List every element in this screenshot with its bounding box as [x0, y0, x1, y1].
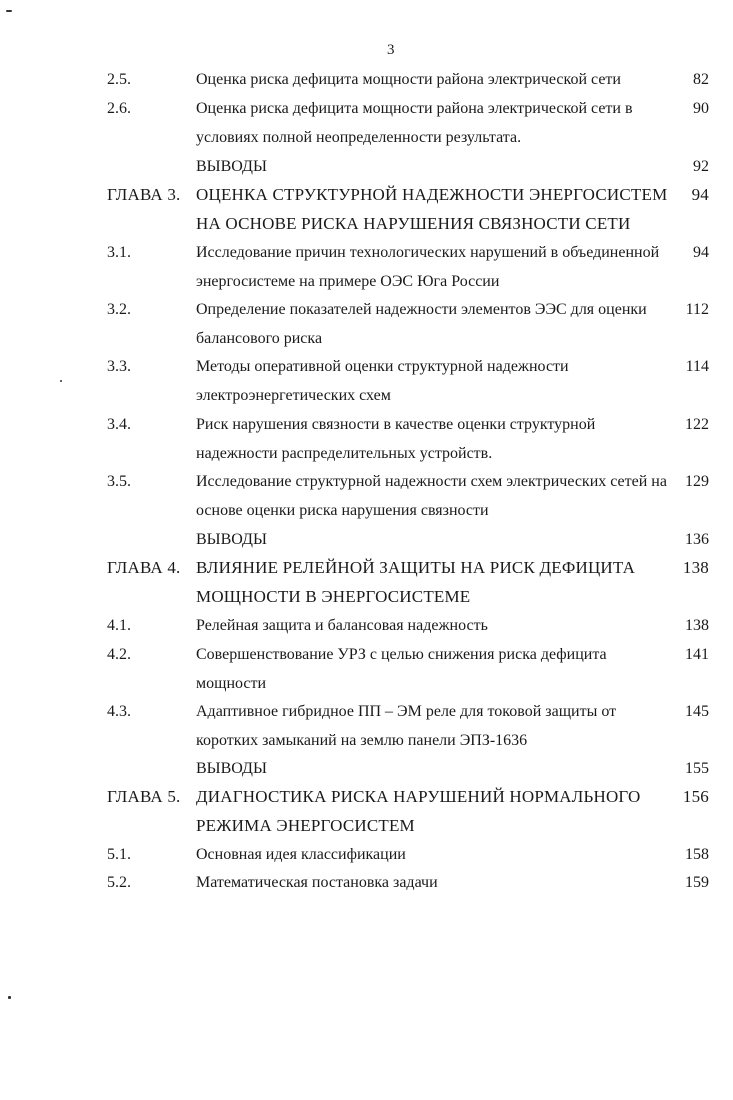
toc-entry-number: 3.4. [107, 416, 131, 433]
toc-chapter-entry [0, 782, 733, 838]
toc-entry-page: 82 [693, 71, 709, 88]
toc-entry-title: ВЫВОДЫ [196, 531, 267, 548]
scan-speck [8, 996, 11, 999]
scan-speck [60, 380, 62, 382]
toc-entry-page: 155 [685, 760, 709, 777]
toc-entry-number: ГЛАВА 5. [107, 787, 181, 806]
toc-entry [0, 352, 733, 408]
toc-entry-page: 141 [685, 646, 709, 663]
toc-entry-number: 3.5. [107, 473, 131, 490]
toc-entry-title: Методы оперативной оценки структурной надежности электроэнергетических схем [196, 358, 569, 404]
toc-entry [0, 697, 733, 753]
toc-entry [0, 467, 733, 523]
toc-entry-number: 4.2. [107, 646, 131, 663]
scan-speck [6, 10, 12, 12]
toc-entry-title: Определение показателей надежности элементов ЭЭС для оценки балансового риска [196, 301, 647, 347]
toc-entry-title: Релейная защита и балансовая надежность [196, 617, 488, 634]
toc-entry-title: Оценка риска дефицита мощности района электрической сети [196, 71, 621, 88]
toc-entry-title: ВЫВОДЫ [196, 158, 267, 175]
toc-entry-number: 5.1. [107, 846, 131, 863]
toc-entry-page: 145 [685, 703, 709, 720]
toc-chapter-entry [0, 553, 733, 609]
toc-entry-page: 159 [685, 874, 709, 891]
toc-entry [0, 295, 733, 351]
toc-entry-title: Оценка риска дефицита мощности района электрической сети в условиях полной неопределенности результата. [196, 100, 633, 146]
toc-entry-page: 138 [682, 558, 709, 577]
toc-entry-number: 2.6. [107, 100, 131, 117]
toc-entry [0, 410, 733, 466]
toc-entry-page: 136 [685, 531, 709, 548]
toc-entry [0, 640, 733, 696]
toc-entry-number: 4.3. [107, 703, 131, 720]
toc-entry-title: Адаптивное гибридное ПП – ЭМ реле для токовой защиты от коротких замыканий на землю панели ЭПЗ-1636 [196, 703, 617, 749]
toc-entry [0, 94, 733, 150]
toc-entry-page: 129 [685, 473, 709, 490]
toc-entry-title: Совершенствование УРЗ с целью снижения риска дефицита мощности [196, 646, 607, 692]
toc-entry-page: 94 [691, 185, 709, 204]
toc-entry-page: 122 [685, 416, 709, 433]
toc-entry-page: 94 [693, 244, 709, 261]
toc-entry-title: Исследование структурной надежности схем электрических сетей на основе оценки риска нарушения связности [196, 473, 667, 519]
toc-entry-title: ВЫВОДЫ [196, 760, 267, 777]
toc-entry-page: 158 [685, 846, 709, 863]
toc-entry [0, 238, 733, 294]
toc-entry-title: ОЦЕНКА СТРУКТУРНОЙ НАДЕЖНОСТИ ЭНЕРГОСИСТЕМ НА ОСНОВЕ РИСКА НАРУШЕНИЯ СВЯЗНОСТИ СЕТИ [196, 185, 668, 233]
toc-entry-page: 90 [693, 100, 709, 117]
toc-entry-number: ГЛАВА 3. [107, 185, 181, 204]
toc-entry-page: 138 [685, 617, 709, 634]
toc-entry-title: ДИАГНОСТИКА РИСКА НАРУШЕНИЙ НОРМАЛЬНОГО РЕЖИМА ЭНЕРГОСИСТЕМ [196, 787, 641, 835]
toc-entry-number: 4.1. [107, 617, 131, 634]
toc-entry [0, 868, 733, 924]
toc-entry-page: 156 [682, 787, 709, 806]
toc-entry-title: Математическая постановка задачи [196, 874, 438, 891]
toc-entry-number: 3.2. [107, 301, 131, 318]
page-number: 3 [387, 42, 395, 58]
toc-entry-number: 5.2. [107, 874, 131, 891]
toc-entry-page: 112 [685, 301, 709, 318]
toc-entry-title: Риск нарушения связности в качестве оценки структурной надежности распределительных устройств. [196, 416, 596, 462]
toc-entry-number: 3.3. [107, 358, 131, 375]
toc-entry-title: ВЛИЯНИЕ РЕЛЕЙНОЙ ЗАЩИТЫ НА РИСК ДЕФИЦИТА МОЩНОСТИ В ЭНЕРГОСИСТЕМЕ [196, 558, 636, 606]
toc-entry-title: Исследование причин технологических нарушений в объединенной энергосистеме на примере ОЭС Юга России [196, 244, 660, 290]
toc-chapter-entry [0, 180, 733, 236]
toc-entry-page: 92 [693, 158, 709, 175]
toc-entry-number: 3.1. [107, 244, 131, 261]
toc-entry-number: 2.5. [107, 71, 131, 88]
toc-entry-number: ГЛАВА 4. [107, 558, 181, 577]
toc-entry-title: Основная идея классификации [196, 846, 406, 863]
toc-entry-page: 114 [685, 358, 709, 375]
